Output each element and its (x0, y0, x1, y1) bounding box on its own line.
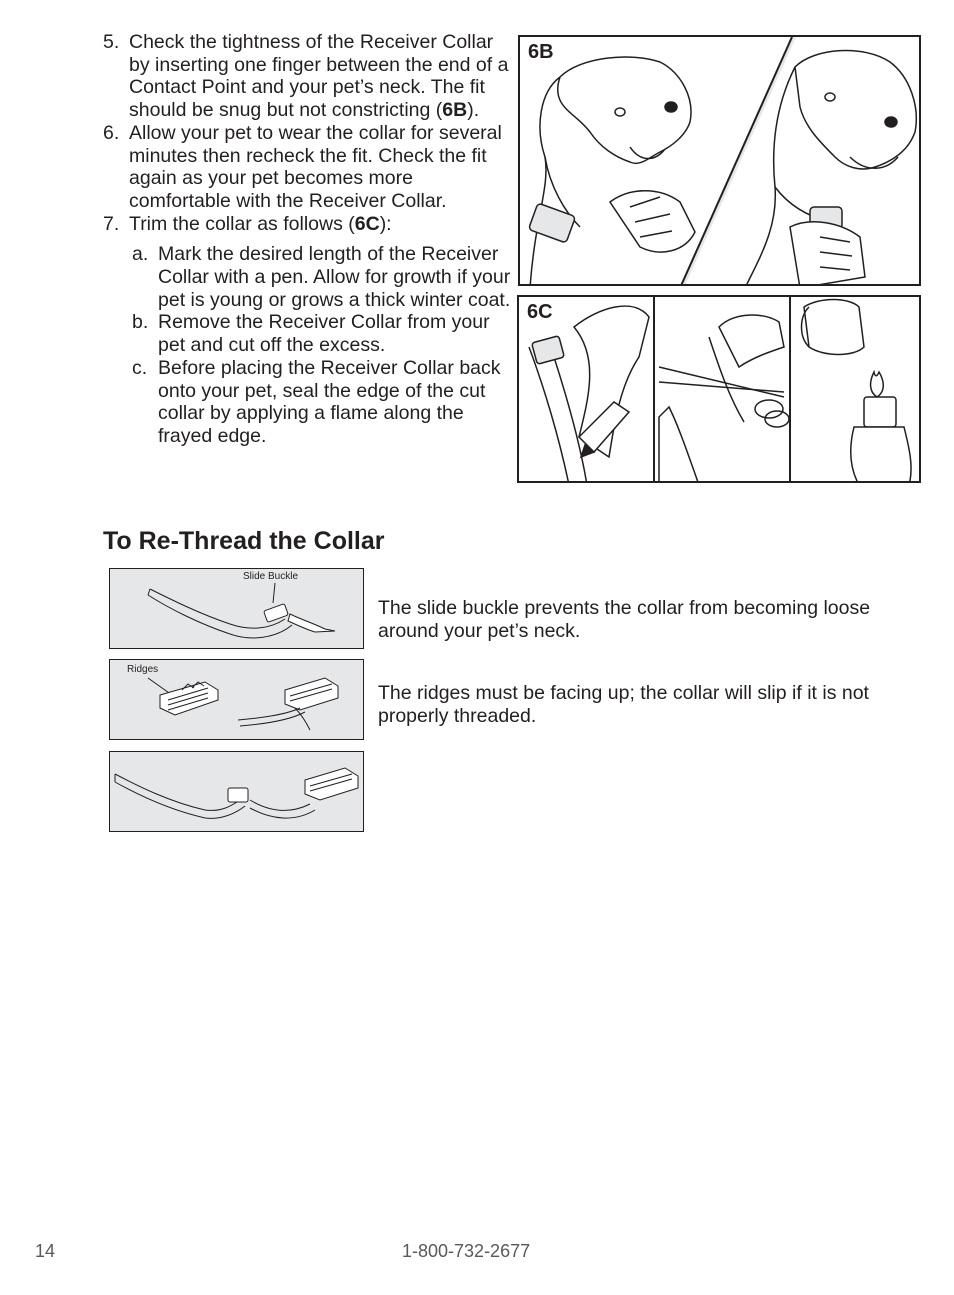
step-text-part: ). (467, 99, 480, 122)
step-5 (103, 31, 513, 122)
step-text (129, 31, 513, 122)
step-7 (103, 213, 513, 236)
slide-buckle-figure (109, 568, 364, 649)
slide-buckle-illustration (110, 569, 362, 647)
substep-text: Mark the desired length of the Receiver Collar with a pen. Allow for growth if your pet is young or grows a thick winter coat. (158, 243, 511, 311)
threaded-collar-figure (109, 751, 364, 832)
ridges-callout: Ridges (127, 664, 159, 675)
step-number: 6. (103, 121, 120, 144)
step-text-part: ): (379, 212, 392, 235)
substep-b (132, 311, 513, 356)
step-text-part: Trim the collar as follows ( (129, 212, 355, 235)
figure-label-6c: 6C (527, 301, 553, 323)
figure-6c (517, 295, 921, 483)
dog-collar-fit-illustration (520, 37, 921, 286)
substep-text: Remove the Receiver Collar from your pet and cut off the excess. (158, 311, 490, 357)
step-text: Allow your pet to wear the collar for several minutes then recheck the fit. Check the fit again as your pet becomes more comfortable with the Receiver Collar. (129, 121, 502, 212)
step-number: 5. (103, 31, 120, 53)
substep-letter: a. (132, 243, 149, 266)
threaded-collar-illustration (110, 752, 362, 830)
section-title: To Re-Thread the Collar (103, 527, 385, 555)
substep-letter: b. (132, 311, 149, 334)
ridges-illustration (110, 660, 362, 738)
figure-label-6b: 6B (528, 41, 554, 63)
support-phone-number: 1-800-732-2677 (402, 1241, 531, 1261)
ridges-description: The ridges must be facing up; the collar will slip if it is not properly threaded. (378, 682, 869, 727)
slide-buckle-description: The slide buckle prevents the collar from becoming loose around your pet’s neck. (378, 597, 871, 642)
step-text (129, 213, 513, 236)
instruction-steps (103, 31, 513, 448)
step-text-part: Check the tightness of the Receiver Collar by inserting one finger between the end of a Contact Point and your pet’s neck. The fit should be snug but not constricting ( (129, 31, 509, 122)
trim-substeps (103, 243, 513, 447)
figure-reference: 6C (354, 212, 380, 235)
page-number: 14 (35, 1241, 56, 1261)
collar-trim-illustration (519, 297, 921, 483)
ridges-figure (109, 659, 364, 740)
step-number: 7. (103, 212, 120, 235)
figure-reference: 6B (442, 99, 468, 122)
step-6 (103, 122, 513, 213)
substep-a (132, 243, 513, 311)
figure-6b (518, 35, 921, 286)
substep-c (132, 357, 513, 448)
substep-letter: c. (132, 356, 148, 379)
slide-buckle-callout: Slide Buckle (243, 571, 299, 582)
substep-text: Before placing the Receiver Collar back onto your pet, seal the edge of the cut collar by applying a flame along the frayed edge. (158, 356, 501, 447)
